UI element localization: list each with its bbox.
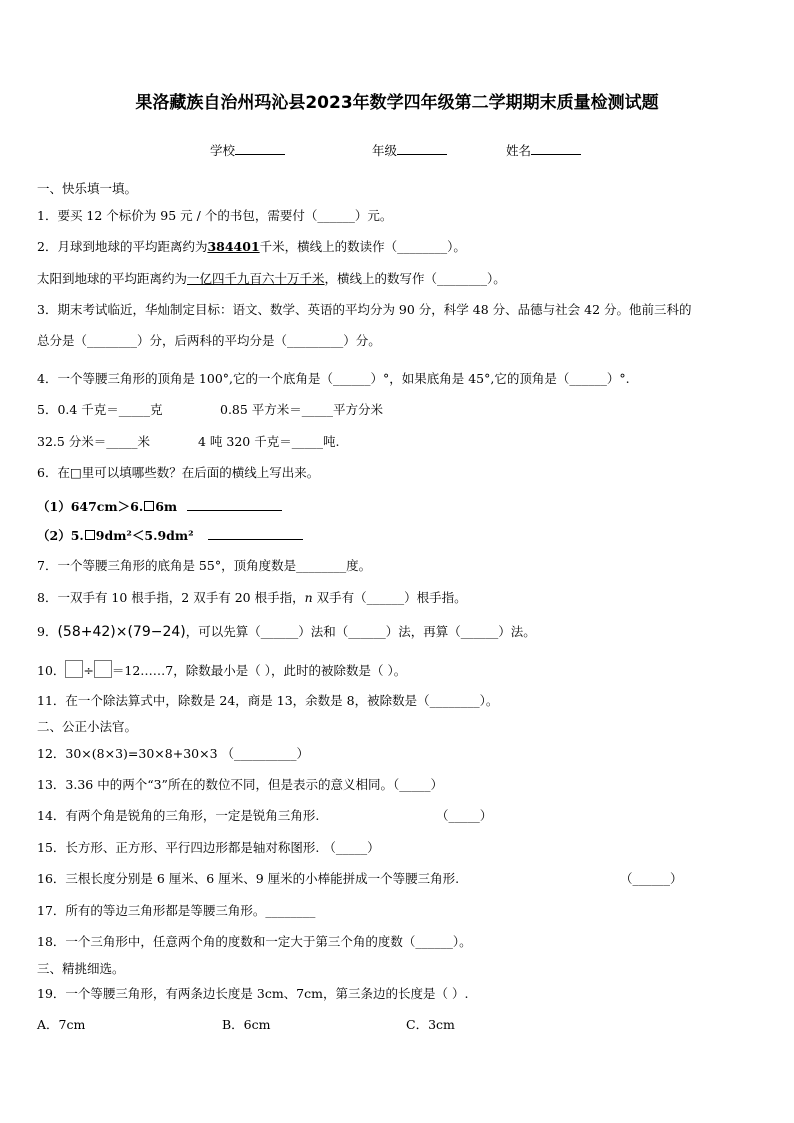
question-10 bbox=[37, 660, 406, 680]
question-17: 17．所有的等边三角形都是等腰三角形。________ bbox=[37, 903, 316, 918]
divisor-box[interactable] bbox=[94, 660, 112, 678]
question-10-text: ＝12……7，除数最小是（ ），此时的被除数是（ ）。 bbox=[111, 663, 407, 678]
dividend-box[interactable] bbox=[65, 660, 83, 678]
question-9-expression: (58+42)×(79−24) bbox=[57, 624, 186, 640]
question-2b-text-b: ，横线上的数写作（________）。 bbox=[324, 271, 506, 286]
question-2-text-a: 2．月球到地球的平均距离约为 bbox=[37, 239, 208, 254]
question-6-p1-text-a: （1）647cm＞6. bbox=[37, 499, 144, 514]
question-8-text-a: 8．一双手有 10 根手指，2 双手有 20 根手指， bbox=[37, 590, 305, 605]
question-18: 18．一个三角形中，任意两个角的度数和一定大于第三个角的度数（______）。 bbox=[37, 934, 472, 949]
question-7: 7．一个等腰三角形的底角是 55°，顶角度数是________度。 bbox=[37, 558, 372, 573]
name-field bbox=[506, 141, 581, 159]
question-6-stem: 6．在□里可以填哪些数？在后面的横线上写出来。 bbox=[37, 465, 320, 480]
question-19: 19．一个等腰三角形，有两条边长度是 3cm、7cm，第三条边的长度是（ ）. bbox=[37, 986, 469, 1001]
question-1: 1．要买 12 个标价为 95 元 / 个的书包，需要付（______）元。 bbox=[37, 208, 393, 223]
question-3-line-2: 总分是（________）分，后两科的平均分是（_________）分。 bbox=[37, 333, 381, 348]
question-5-a: 5．0.4 千克＝_____克 bbox=[37, 402, 163, 417]
blank-square-icon bbox=[144, 501, 154, 511]
question-9-number: 9． bbox=[37, 624, 58, 639]
question-14-paren: （_____） bbox=[436, 808, 493, 823]
question-3-line-1: 3．期末考试临近，华灿制定目标：语文、数学、英语的平均分为 90 分，科学 48 分、品德与社会 42 分。他前三科的 bbox=[37, 302, 692, 317]
question-8-text-b: 双手有（______）根手指。 bbox=[312, 590, 467, 605]
question-5-c: 32.5 分米＝_____米 bbox=[37, 434, 151, 449]
name-label: 姓名 bbox=[506, 143, 532, 158]
question-11: 11．在一个除法算式中，除数是 24，商是 13，余数是 8，被除数是（________）。 bbox=[37, 693, 499, 708]
question-6-p1-answer-line[interactable] bbox=[187, 497, 282, 511]
question-6-part-2 bbox=[37, 526, 303, 545]
name-blank[interactable] bbox=[531, 141, 581, 155]
school-label: 学校 bbox=[210, 143, 236, 158]
page-title: 果洛藏族自治州玛沁县2023年数学四年级第二学期期末质量检测试题 bbox=[135, 93, 659, 113]
variable-n: n bbox=[304, 590, 313, 605]
section-heading-2: 二、公正小法官。 bbox=[37, 719, 138, 734]
question-15: 15．长方形、正方形、平行四边形都是轴对称图形. （_____） bbox=[37, 840, 380, 855]
question-16: 16．三根长度分别是 6 厘米、6 厘米、9 厘米的小棒能拼成一个等腰三角形. bbox=[37, 871, 460, 886]
option-a[interactable]: A．7cm bbox=[37, 1017, 86, 1032]
option-b[interactable]: B．6cm bbox=[222, 1017, 271, 1032]
section-heading-1: 一、快乐填一填。 bbox=[37, 181, 138, 196]
school-field bbox=[210, 141, 285, 159]
grade-label: 年级 bbox=[372, 143, 398, 158]
question-6-part-1 bbox=[37, 497, 282, 516]
question-6-p2-text-b: 9dm²＜5.9dm² bbox=[95, 528, 194, 543]
question-6-p2-text-a: （2）5. bbox=[37, 528, 84, 543]
question-14: 14．有两个角是锐角的三角形，一定是锐角三角形. bbox=[37, 808, 320, 823]
question-13: 13．3.36 中的两个“3”所在的数位不同，但是表示的意义相同。（_____） bbox=[37, 777, 443, 792]
question-12: 12．30×(8×3)=30×8+30×3 （__________） bbox=[37, 746, 310, 761]
question-5-b: 0.85 平方米＝_____平方分米 bbox=[220, 402, 384, 417]
question-5-d: 4 吨 320 千克＝_____吨. bbox=[198, 434, 340, 449]
question-2-number: 384401 bbox=[207, 239, 260, 254]
question-2 bbox=[37, 238, 466, 256]
question-9-text: ，可以先算（______）法和（______）法，再算（______）法。 bbox=[185, 624, 536, 639]
question-16-paren: （______） bbox=[620, 871, 683, 886]
question-9 bbox=[37, 623, 536, 641]
option-c[interactable]: C．3cm bbox=[406, 1017, 455, 1032]
grade-blank[interactable] bbox=[397, 141, 447, 155]
question-2b-words: 一亿四千九百六十万千米 bbox=[187, 271, 325, 286]
question-2-part-b bbox=[37, 270, 506, 288]
question-10-number: 10． bbox=[37, 663, 66, 678]
question-6-p2-answer-line[interactable] bbox=[208, 526, 303, 540]
question-8 bbox=[37, 589, 467, 607]
school-blank[interactable] bbox=[235, 141, 285, 155]
question-2b-text-a: 太阳到地球的平均距离约为 bbox=[37, 271, 188, 286]
divide-sign: ÷ bbox=[83, 663, 94, 678]
section-heading-3: 三、精挑细选。 bbox=[37, 961, 125, 976]
question-2-text-b: 千米，横线上的数读作（________）。 bbox=[259, 239, 466, 254]
grade-field bbox=[372, 141, 447, 159]
question-4: 4．一个等腰三角形的顶角是 100°,它的一个底角是（______）°，如果底角是 45°,它的顶角是（______）°. bbox=[37, 371, 630, 386]
blank-square-icon bbox=[85, 530, 95, 540]
question-6-p1-text-b: 6m bbox=[155, 499, 178, 514]
